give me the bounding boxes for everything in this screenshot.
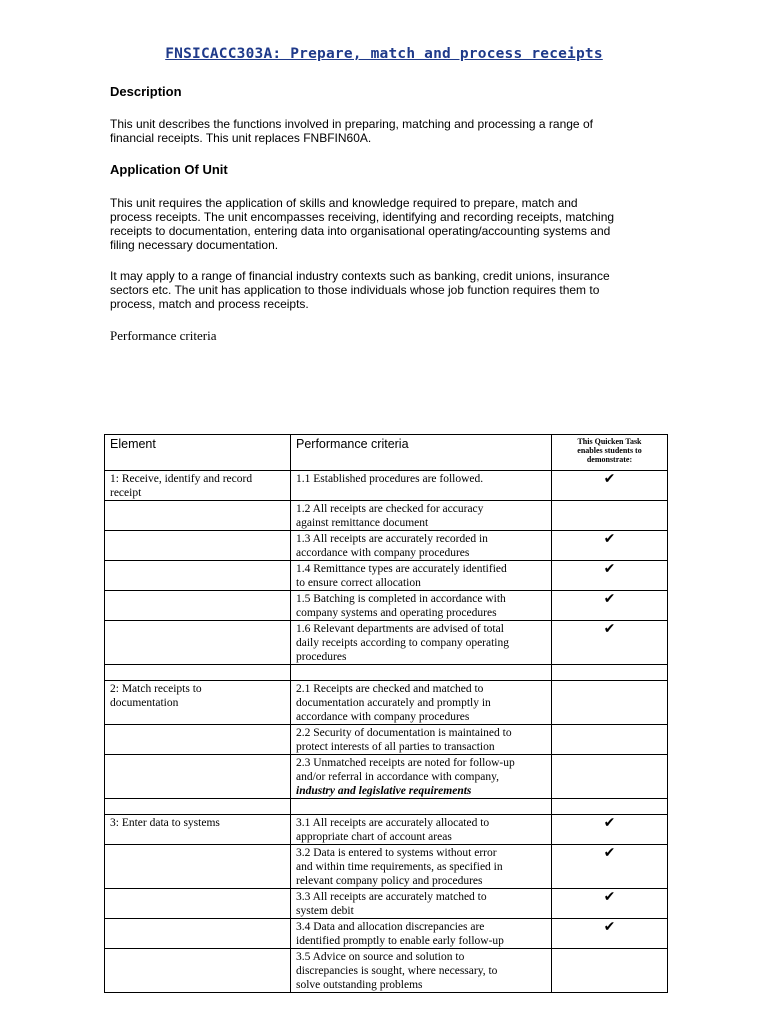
criteria-text-line: daily receipts according to company operating (296, 637, 509, 649)
element-cell (105, 845, 291, 889)
quicken-cell (552, 725, 668, 755)
quicken-cell (552, 949, 668, 993)
quicken-cell (552, 665, 668, 681)
criteria-text-line: 1.4 Remittance types are accurately identified (296, 563, 507, 575)
table-row (105, 815, 668, 845)
application-paragraph-1 (110, 196, 655, 252)
criteria-text-line: 3.5 Advice on source and solution to (296, 951, 465, 963)
criteria-text-line: to ensure correct allocation (296, 577, 421, 589)
table-row (105, 919, 668, 949)
criteria-text-line: and within time requirements, as specified in (296, 861, 503, 873)
element-text-line: receipt (110, 487, 142, 499)
element-cell (105, 681, 291, 725)
checkmark-icon: ✔ (603, 815, 616, 831)
criteria-text-line: 2.2 Security of documentation is maintained to (296, 727, 512, 739)
table-row (105, 755, 668, 799)
quicken-cell (552, 845, 668, 889)
element-cell (105, 919, 291, 949)
criteria-text-line: accordance with company procedures (296, 711, 470, 723)
application-heading: Application Of Unit (110, 162, 228, 177)
criteria-cell (291, 799, 552, 815)
quicken-column-header (552, 435, 668, 471)
table-row (105, 471, 668, 501)
element-cell (105, 799, 291, 815)
performance-criteria-heading: Performance criteria (110, 328, 217, 343)
text-line: financial receipts. This unit replaces FNBFIN60A. (110, 131, 372, 145)
criteria-cell (291, 949, 552, 993)
criteria-text-line: 2.1 Receipts are checked and matched to (296, 683, 484, 695)
text-line: sectors etc. The unit has application to those individuals whose job function requires them to (110, 283, 600, 297)
criteria-text-line: identified promptly to enable early follow-up (296, 935, 504, 947)
checkmark-icon: ✔ (603, 621, 616, 637)
quicken-cell (552, 591, 668, 621)
criteria-text-line: 3.4 Data and allocation discrepancies are (296, 921, 485, 933)
checkmark-icon: ✔ (603, 471, 616, 487)
criteria-text-line: 1.5 Batching is completed in accordance with (296, 593, 506, 605)
quicken-cell (552, 471, 668, 501)
quicken-cell (552, 621, 668, 665)
quicken-cell (552, 531, 668, 561)
text-line: receipts to documentation, entering data into organisational operating/accounting systems and (110, 224, 611, 238)
header-line: This Quicken Task (577, 437, 642, 446)
header-line: enables students to (577, 446, 642, 455)
table-row (105, 725, 668, 755)
checkmark-icon: ✔ (603, 531, 616, 547)
page-title: FNSICACC303A: Prepare, match and process receipts (165, 46, 603, 62)
criteria-text-line: and/or referral in accordance with company, (296, 771, 499, 783)
table-spacer-row (105, 665, 668, 681)
element-cell (105, 501, 291, 531)
criteria-cell (291, 561, 552, 591)
criteria-text-line: 3.3 All receipts are accurately matched to (296, 891, 487, 903)
table-row (105, 621, 668, 665)
quicken-cell (552, 681, 668, 725)
text-line: process receipts. The unit encompasses receiving, identifying and recording receipts, matching (110, 210, 615, 224)
element-text-line: documentation (110, 697, 179, 709)
element-cell (105, 889, 291, 919)
table-row (105, 845, 668, 889)
quicken-cell (552, 501, 668, 531)
table-row (105, 949, 668, 993)
criteria-text-line: 3.2 Data is entered to systems without error (296, 847, 497, 859)
criteria-text-line: system debit (296, 905, 354, 917)
element-cell (105, 531, 291, 561)
table-spacer-row (105, 799, 668, 815)
criteria-text-line: procedures (296, 651, 347, 663)
table-row (105, 561, 668, 591)
text-line: This unit describes the functions involved in preparing, matching and processing a range of (110, 117, 593, 131)
table-row (105, 681, 668, 725)
criteria-cell (291, 501, 552, 531)
criteria-text-line: documentation accurately and promptly in (296, 697, 491, 709)
application-paragraph-2 (110, 269, 655, 311)
criteria-cell (291, 815, 552, 845)
text-line: filing necessary documentation. (110, 238, 279, 252)
criteria-text-line: discrepancies is sought, where necessary, to (296, 965, 498, 977)
element-text-line: 2: Match receipts to (110, 683, 202, 695)
criteria-text-line: relevant company policy and procedures (296, 875, 483, 887)
criteria-text-line: against remittance document (296, 517, 429, 529)
criteria-cell (291, 681, 552, 725)
criteria-text-line: protect interests of all parties to transaction (296, 741, 495, 753)
table-row (105, 501, 668, 531)
text-line: process, match and process receipts. (110, 297, 309, 311)
description-text (110, 117, 655, 145)
element-cell (105, 665, 291, 681)
criteria-cell (291, 591, 552, 621)
criteria-text-line: solve outstanding problems (296, 979, 423, 991)
criteria-cell (291, 889, 552, 919)
criteria-cell (291, 665, 552, 681)
element-cell (105, 725, 291, 755)
criteria-text-line: 1.6 Relevant departments are advised of total (296, 623, 504, 635)
text-line: It may apply to a range of financial industry contexts such as banking, credit unions, insurance (110, 269, 610, 283)
performance-criteria-table (104, 434, 668, 993)
element-cell (105, 561, 291, 591)
table-row (105, 591, 668, 621)
quicken-cell (552, 755, 668, 799)
quicken-cell (552, 919, 668, 949)
criteria-text-line: accordance with company procedures (296, 547, 470, 559)
criteria-text-line: 1.1 Established procedures are followed. (296, 473, 484, 485)
element-text-line: 3: Enter data to systems (110, 817, 220, 829)
table-header-row (105, 435, 668, 471)
checkmark-icon: ✔ (603, 889, 616, 905)
criteria-emphasis-line: industry and legislative requirements (296, 785, 472, 797)
criteria-cell (291, 621, 552, 665)
quicken-cell (552, 561, 668, 591)
quicken-cell (552, 889, 668, 919)
criteria-cell (291, 531, 552, 561)
criteria-cell (291, 725, 552, 755)
element-cell (105, 621, 291, 665)
criteria-cell (291, 471, 552, 501)
element-cell (105, 949, 291, 993)
element-cell (105, 591, 291, 621)
criteria-column-header: Performance criteria (291, 435, 552, 471)
quicken-cell (552, 815, 668, 845)
description-heading: Description (110, 84, 182, 99)
checkmark-icon: ✔ (603, 591, 616, 607)
criteria-cell (291, 845, 552, 889)
criteria-cell (291, 919, 552, 949)
criteria-text-line: company systems and operating procedures (296, 607, 497, 619)
checkmark-icon: ✔ (603, 919, 616, 935)
element-cell (105, 755, 291, 799)
checkmark-icon: ✔ (603, 561, 616, 577)
text-line: This unit requires the application of skills and knowledge required to prepare, match and (110, 196, 578, 210)
table-row (105, 531, 668, 561)
element-cell (105, 815, 291, 845)
element-cell (105, 471, 291, 501)
table-row (105, 889, 668, 919)
criteria-cell (291, 755, 552, 799)
criteria-text-line: 3.1 All receipts are accurately allocated to (296, 817, 490, 829)
criteria-text-line: appropriate chart of account areas (296, 831, 452, 843)
criteria-text-line: 2.3 Unmatched receipts are noted for follow-up (296, 757, 515, 769)
quicken-cell (552, 799, 668, 815)
checkmark-icon: ✔ (603, 845, 616, 861)
header-line: demonstrate: (586, 455, 633, 464)
criteria-text-line: 1.2 All receipts are checked for accuracy (296, 503, 484, 515)
element-column-header: Element (105, 435, 291, 471)
element-text-line: 1: Receive, identify and record (110, 473, 253, 485)
criteria-text-line: 1.3 All receipts are accurately recorded in (296, 533, 488, 545)
